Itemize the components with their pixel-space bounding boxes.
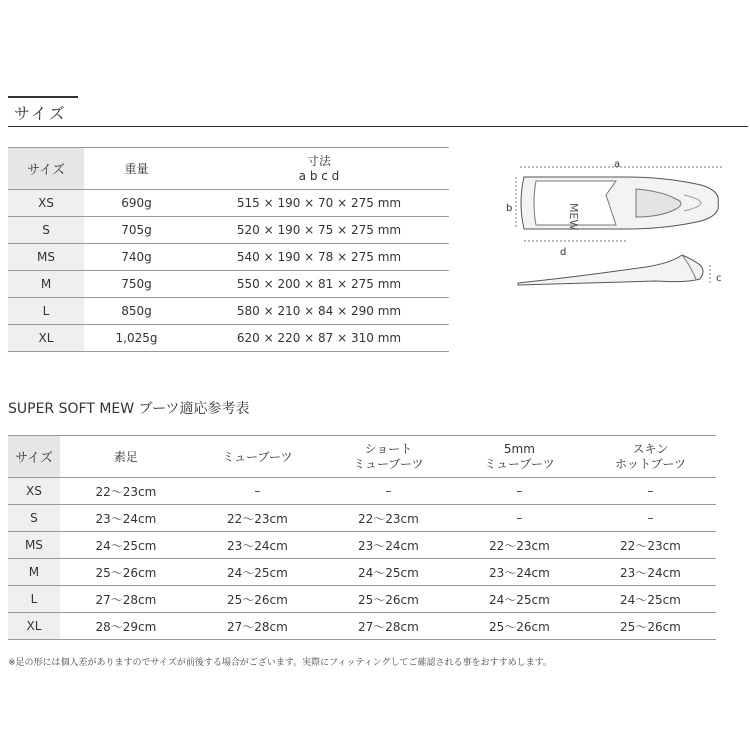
dimensions-cell: 580 × 210 × 84 × 290 mm xyxy=(236,304,402,318)
dimension-letters: a b c d xyxy=(298,168,340,183)
table-row xyxy=(8,298,449,325)
size-cell: XL xyxy=(8,325,84,352)
fin-top-view xyxy=(521,177,718,229)
5mm-boots-cell: 24〜25cm xyxy=(489,592,550,607)
mew-boots-cell: 27〜28cm xyxy=(226,619,288,634)
boots-table-title: SUPER SOFT MEW ブーツ適応参考表 xyxy=(8,401,250,417)
size-header: サイズ xyxy=(8,436,60,478)
barefoot-cell: 27〜28cm xyxy=(95,592,157,607)
size-cell: XL xyxy=(8,613,60,640)
skin-hot-boots-header xyxy=(585,436,716,478)
size-cell: S xyxy=(8,217,84,244)
weight-header: 重量 xyxy=(124,162,149,176)
mew-boots-cell: – xyxy=(254,484,261,498)
5mm-boots-cell: 25〜26cm xyxy=(489,619,550,634)
table-row xyxy=(8,244,449,271)
skin-boots-cell: 23〜24cm xyxy=(620,565,681,580)
5mm-mew-boots-header xyxy=(454,436,585,478)
table-row xyxy=(8,505,716,532)
table-row xyxy=(8,325,449,352)
short-boots-cell: 22〜23cm xyxy=(357,511,419,526)
short-mew-boots-header xyxy=(323,436,454,478)
table-row xyxy=(8,271,449,298)
short-boots-cell: 23〜24cm xyxy=(357,538,419,553)
barefoot-cell: 28〜29cm xyxy=(95,619,157,634)
footnote: ※足の形には個人差がありますのでサイズが前後する場合がございます。実際にフィッティングしてご確認される事をおすすめします。 xyxy=(8,658,552,668)
table-row xyxy=(8,190,449,217)
5mm-boots-cell: 23〜24cm xyxy=(489,565,550,580)
boots-table xyxy=(8,435,716,640)
5mm-boots-cell: 22〜23cm xyxy=(489,538,550,553)
label-c: c xyxy=(716,273,722,284)
5mm-boots-cell: – xyxy=(516,511,523,525)
mew-boots-cell: 22〜23cm xyxy=(226,511,288,526)
weight-cell: 750g xyxy=(121,277,152,291)
dimensions-label: 寸法 xyxy=(306,153,331,168)
size-cell: MS xyxy=(8,244,84,271)
short-boots-cell: 25〜26cm xyxy=(357,592,419,607)
label-a: a xyxy=(614,159,621,170)
size-cell: M xyxy=(8,559,60,586)
table-row xyxy=(8,217,449,244)
weight-cell: 705g xyxy=(121,223,152,237)
size-table xyxy=(8,147,449,352)
dimensions-cell: 520 × 190 × 75 × 275 mm xyxy=(236,223,402,237)
label-d: d xyxy=(560,247,567,258)
size-cell: XS xyxy=(8,190,84,217)
weight-cell: 1,025g xyxy=(115,331,158,345)
short-boots-cell: – xyxy=(385,484,392,498)
size-cell: L xyxy=(8,586,60,613)
fin-logo-text: MEW xyxy=(567,203,580,231)
boots-table-header xyxy=(8,436,716,478)
barefoot-cell: 23〜24cm xyxy=(95,511,157,526)
skin-boots-cell: 25〜26cm xyxy=(620,619,681,634)
short-header-line1: ショート xyxy=(364,441,413,456)
fin-side-view xyxy=(518,255,703,285)
size-cell: XS xyxy=(8,478,60,505)
barefoot-cell: 24〜25cm xyxy=(95,538,157,553)
table-row xyxy=(8,613,716,640)
dimensions-cell: 515 × 190 × 70 × 275 mm xyxy=(236,196,402,210)
weight-cell: 740g xyxy=(121,250,152,264)
label-b: b xyxy=(506,203,513,214)
barefoot-cell: 25〜26cm xyxy=(95,565,157,580)
short-boots-cell: 24〜25cm xyxy=(357,565,419,580)
skin-boots-cell: – xyxy=(647,511,654,525)
section-title: サイズ xyxy=(14,104,67,123)
table-row xyxy=(8,478,716,505)
dimensions-cell: 620 × 220 × 87 × 310 mm xyxy=(236,331,402,345)
mew-boots-cell: 23〜24cm xyxy=(226,538,288,553)
dimensions-cell: 550 × 200 × 81 × 275 mm xyxy=(236,277,402,291)
5mm-header-line2: ミューブーツ xyxy=(484,456,555,471)
barefoot-header: 素足 xyxy=(113,450,138,464)
dimensions-header xyxy=(189,148,449,190)
barefoot-cell: 22〜23cm xyxy=(95,484,157,499)
dimensions-cell: 540 × 190 × 78 × 275 mm xyxy=(236,250,402,264)
table-row xyxy=(8,532,716,559)
skin-header-line1: スキン xyxy=(632,441,669,456)
weight-cell: 690g xyxy=(121,196,152,210)
short-header-line2: ミューブーツ xyxy=(353,456,424,471)
size-cell: M xyxy=(8,271,84,298)
skin-boots-cell: 24〜25cm xyxy=(620,592,681,607)
table-row xyxy=(8,559,716,586)
mew-boots-header: ミューブーツ xyxy=(222,450,293,464)
size-cell: L xyxy=(8,298,84,325)
fin-dimension-diagram xyxy=(496,155,746,300)
5mm-boots-cell: – xyxy=(516,484,523,498)
mew-boots-cell: 24〜25cm xyxy=(226,565,288,580)
section-title-accent xyxy=(8,96,78,98)
size-cell: S xyxy=(8,505,60,532)
mew-boots-cell: 25〜26cm xyxy=(226,592,288,607)
size-table-header xyxy=(8,148,449,190)
size-cell: MS xyxy=(8,532,60,559)
size-header: サイズ xyxy=(8,148,84,190)
table-row xyxy=(8,586,716,613)
short-boots-cell: 27〜28cm xyxy=(357,619,419,634)
skin-boots-cell: 22〜23cm xyxy=(620,538,681,553)
skin-header-line2: ホットブーツ xyxy=(615,456,686,471)
skin-boots-cell: – xyxy=(647,484,654,498)
5mm-header-line1: 5mm xyxy=(503,441,535,456)
weight-cell: 850g xyxy=(121,304,152,318)
section-title-underline xyxy=(8,126,748,127)
